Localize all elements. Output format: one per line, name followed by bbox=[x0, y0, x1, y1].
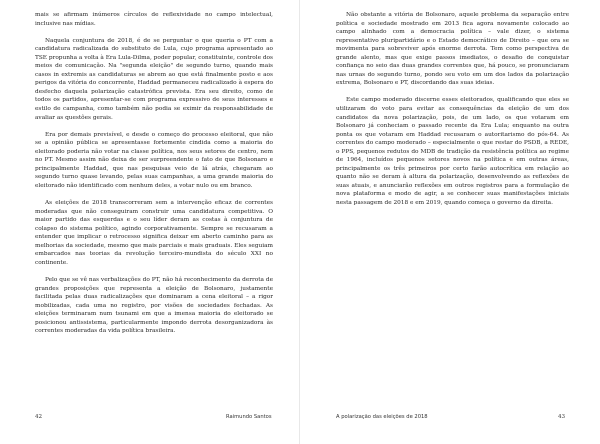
left-page-text bbox=[35, 11, 273, 336]
running-title: A polarização das eleições de 2018 bbox=[336, 414, 428, 420]
paragraph: Naquela conjuntura de 2018, é de se perguntar o que queria o PT com a candidatura radicalizada do substituto de Lula, cujo programa apresentado ao TSE propunha a volta à Era Lula-Dilma, poder popular, constituinte, controle dos meios de comunicação. Na "segunda eleição" de segundo turno, quando mais casos in extremis as candidaturas se abrem ao que está finalmente posto e aos perigos da vitória do concorrente, Haddad permaneceu radicalizado à espera do desfecho daquela polarização catastrófica prevista. Era seu direito, como de todos os partidos, apresentar-se com programa expressivo de seus interesses e estilo de campanha, como também não podia se eximir da responsabilidade de avaliar as questões gerais. bbox=[35, 37, 273, 121]
right-page-text bbox=[336, 11, 569, 208]
paragraph: Não obstante a vitória de Bolsonaro, aquele problema da separação entre política e sociedade mostrado em 2013 fica agora novamente colocado ao campo alinhado com a democracia política – vale dizer, o sistema representativo pluripartidário e o Estado democrático de Direito – que ora se movimenta para sobreviver após enorme derrota. Tem como perspectiva de grande alento, mas que exige passos imediatos, o desafio de conquistar confiança no seio das duas grandes correntes que, há pouco, se pronunciaram nas urnas do segundo turno, pondo seu voto em um dos lados da polarização extrema, Bolsonaro e PT, discordando das suas ideias. bbox=[336, 12, 569, 87]
page-number-left: 42 bbox=[35, 414, 43, 420]
right-page bbox=[300, 0, 600, 444]
running-author: Raimundo Santos bbox=[226, 414, 272, 420]
page-number-right: 43 bbox=[558, 414, 566, 420]
paragraph: Este campo moderado discerne esses eleitorados, qualificando que eles se utilizaram do voto para evitar as consequências da eleição de um dos candidatos da nova polarização, pois, de um lado, os que votaram em Bolsonaro já conheciam o passado recente da Era Lula; enquanto na outra ponta os que votaram em Haddad recusaram o autoritarismo do pós-64. As correntes do campo moderado – especialmente o que restar do PSDB, a REDE, o PPS, pequenos redutos do MDB de tradição da resistência política ao regime de 1964, incluídos pequenos setores novos na política e em outras áreas, principalmente os três primeiros por certo farão autocrítica em relação ao quanto não se deram à altura da polarização, desenvolvendo as reflexões de suas atuais, e anunciarão reflexões em outros registros para a formulação de nova plataforma e modo de agir, a se conhecer suas manifestações iniciais nesta passagem de 2018 e em 2019, quando começa o governo da direita. bbox=[336, 97, 569, 207]
paragraph: Era por demais previsível, e desde o começo do processo eleitoral, que não se a opinião pública se apresentasse fortemente cindida como a maioria do eleitorado poderia não votar na classe política, nos seus setores de centro, nem no PT. Mesmo assim não deixa de ser surpreendente o fato de que Bolsonaro e principalmente Haddad, que nas pesquisas veio de lá atrás, chegaram ao segundo turno quase levando, pelas suas campanhas, a uma grande maioria do eleitorado não identificado com nenhum deles, a votar nulo ou em branco. bbox=[35, 131, 273, 189]
paragraph: As eleições de 2018 transcorreram sem a intervenção eficaz de correntes moderadas que não conseguiram construir uma candidatura competitiva. O maior partido das esquerdas e o seu líder deram as costas à conjuntura de colapso do sistema político, agindo corporativamente. Sempre se recusaram a entender que implicar o retrocesso significa deixar em aberto caminho para as melhorias da sociedade, mesmo que mais parciais e mais graduais. Eles seguiam embarcados nas teorias da revolução terceiro-mundista do século XXI no continente. bbox=[35, 200, 273, 266]
paragraph: Pelo que se vê nas verbalizações do PT, não há reconhecimento da derrota de grandes proposições que representa a eleição de Bolsonaro, justamente facilitada pelas duas radicalizações que dominaram a cena eleitoral – a rigor mobilizadas, cada uma no registro, por visões de sociedades fechadas. As eleições terminaram num tsunami em que a imensa maioria do eleitorado se posicionou antissistema, particularmente impondo derrota desorganizadora às correntes moderadas da vida política brasileira. bbox=[35, 276, 273, 335]
paragraph: mais se afirmam inúmeros círculos de reflexividade no campo intelectual, inclusive nas mídias. bbox=[35, 12, 273, 27]
